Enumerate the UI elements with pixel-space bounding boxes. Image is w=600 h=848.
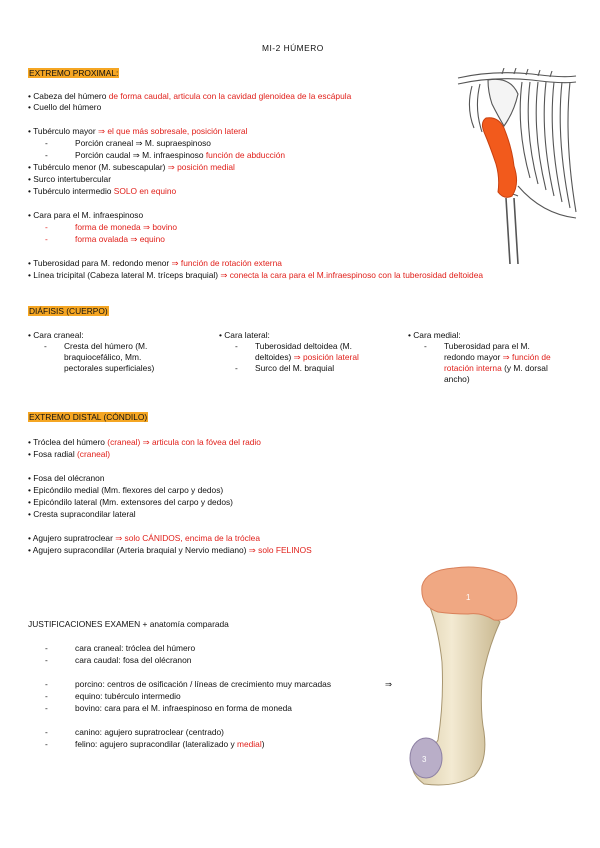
text-line: • Fosa del olécranon [28,473,105,483]
text-line: - forma ovalada ⇒ equino [45,234,165,244]
arrow-glyph: ⇒ [385,679,393,689]
list-item: - felino: agujero supracondilar (lateralizado y medial) [45,739,265,749]
bone-label-3: 3 [422,755,427,764]
skeleton-illustration [452,68,578,264]
text-line: - forma de moneda ⇒ bovino [45,222,177,232]
list-item: - cara caudal: fosa del olécranon [45,655,192,665]
section-heading-diafisis: DIÁFISIS (CUERPO) [29,306,108,316]
list-item: - canino: agujero supratroclear (centrado) [45,727,224,737]
list-item: - equino: tubérculo intermedio [45,691,181,701]
page-title: MI-2 HÚMERO [262,43,324,53]
section-heading-distal: EXTREMO DISTAL (CÓNDILO) [29,412,148,422]
text-line: • Cabeza del húmero de forma caudal, articula con la cavidad glenoidea de la escápula [28,91,352,101]
bone-label-1: 1 [466,593,471,602]
cara-medial-column: • Cara medial: - Tuberosidad para el M. redondo mayor ⇒ función de rotación interna (y M. dorsal ancho) [408,330,551,384]
text-line: • Tuberosidad para M. redondo menor ⇒ función de rotación externa [28,258,282,268]
humerus-bone-illustration [398,562,528,788]
section-heading-justificaciones: JUSTIFICACIONES EXAMEN + anatomía comparada [28,619,229,629]
text-line: - Porción craneal ⇒ M. supraespinoso [45,138,211,148]
list-item: - bovino: cara para el M. infraespinoso en forma de moneda [45,703,292,713]
text-line: • Tróclea del húmero (craneal) ⇒ articula con la fóvea del radio [28,437,261,447]
text-line: • Epicóndilo lateral (Mm. extensores del carpo y dedos) [28,497,233,507]
text-line: • Surco intertubercular [28,174,111,184]
list-item: - porcino: centros de osificación / líneas de crecimiento muy marcadas [45,679,332,689]
text-line: - Porción caudal ⇒ M. infraespinoso función de abducción [45,150,286,160]
text-line: • Agujero supratroclear ⇒ solo CÁNIDOS, encima de la tróclea [28,533,260,543]
list-item: - cara craneal: tróclea del húmero [45,643,196,653]
text-line: • Epicóndilo medial (Mm. flexores del carpo y dedos) [28,485,224,495]
text-line: • Agujero supracondilar (Arteria braquial y Nervio mediano) ⇒ solo FELINOS [28,545,312,555]
text-line: • Tubérculo intermedio SOLO en equino [28,186,177,196]
humerus-highlight [482,118,516,198]
cara-craneal-column: • Cara craneal: - Cresta del húmero (M. braquiocefálico, Mm. pectorales superficiales) [28,330,155,373]
text-line: • Fosa radial (craneal) [28,449,111,459]
section-heading-proximal: EXTREMO PROXIMAL: [29,68,119,78]
text-line: • Tubérculo menor (M. subescapular) ⇒ posición medial [28,162,235,172]
text-line: • Línea tricipital (Cabeza lateral M. tríceps braquial) ⇒ conecta la cara para el M.infraespinoso con la tuberosidad deltoidea [28,270,484,280]
cara-lateral-column: • Cara lateral: - Tuberosidad deltoidea (M. deltoides) ⇒ posición lateral - Surco del M. braquial [219,330,359,373]
text-line: • Cara para el M. infraespinoso [28,210,144,220]
text-line: • Cuello del húmero [28,102,102,112]
text-line: • Tubérculo mayor ⇒ el que más sobresale, posición lateral [28,126,248,136]
text-line: • Cresta supracondilar lateral [28,509,136,519]
